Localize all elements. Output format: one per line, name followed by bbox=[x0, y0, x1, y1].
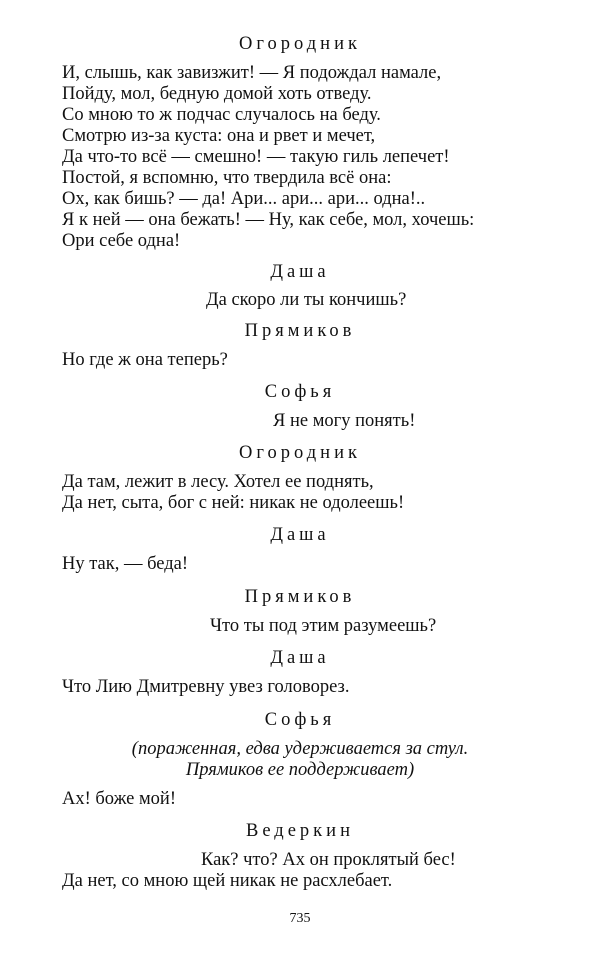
verse-line: Да нет, со мною щей никак не расхлебает. bbox=[62, 871, 393, 891]
speaker-name: Прямиков bbox=[244, 321, 356, 341]
stage-direction: Прямиков ее поддерживает) bbox=[185, 760, 415, 780]
speaker-name: Даша bbox=[270, 525, 330, 545]
speaker-name: Огородник bbox=[239, 34, 361, 54]
speaker-name: Огородник bbox=[239, 443, 361, 463]
verse-line: Я к ней — она бежать! — Ну, как себе, мол, хочешь: bbox=[62, 210, 475, 230]
verse-line: Я не могу понять! bbox=[273, 411, 416, 431]
speaker-name: Прямиков bbox=[244, 587, 356, 607]
verse-line: Со мною то ж подчас случалось на беду. bbox=[62, 105, 381, 125]
verse-line: Что Лию Дмитревну увез головорез. bbox=[62, 677, 350, 697]
stage-direction: (пораженная, едва удерживается за стул. bbox=[131, 739, 469, 759]
verse-line: Как? что? Ах он проклятый бес! bbox=[201, 850, 456, 870]
verse-line: Да скоро ли ты кончишь? bbox=[206, 290, 407, 310]
verse-line: Ох, как бишь? — да! Ари... ари... ари... одна!.. bbox=[62, 189, 426, 209]
verse-line: Да нет, сыта, бог с ней: никак не одолеешь! bbox=[62, 493, 405, 513]
verse-line: Что ты под этим разумеешь? bbox=[210, 616, 437, 636]
verse-line: Но где ж она теперь? bbox=[62, 350, 228, 370]
verse-line: Да там, лежит в лесу. Хотел ее поднять, bbox=[62, 472, 374, 492]
speaker-name: Софья bbox=[264, 382, 336, 402]
verse-line: Ах! боже мой! bbox=[62, 789, 176, 809]
verse-line: И, слышь, как завизжит! — Я подождал намале, bbox=[62, 63, 442, 83]
speaker-name: Ведеркин bbox=[246, 821, 354, 841]
speaker-name: Даша bbox=[270, 262, 330, 282]
speaker-name: Софья bbox=[264, 710, 336, 730]
verse-line: Смотрю из-за куста: она и рвет и мечет, bbox=[62, 126, 376, 146]
verse-line: Ну так, — беда! bbox=[62, 554, 189, 574]
verse-line: Ори себе одна! bbox=[62, 231, 181, 251]
verse-line: Пойду, мол, бедную домой хоть отведу. bbox=[62, 84, 372, 104]
verse-line: Да что-то всё — смешно! — такую гиль лепечет! bbox=[62, 147, 450, 167]
speaker-name: Даша bbox=[270, 648, 330, 668]
page-number: 735 bbox=[289, 911, 311, 926]
verse-line: Постой, я вспомню, что твердила всё она: bbox=[62, 168, 392, 188]
